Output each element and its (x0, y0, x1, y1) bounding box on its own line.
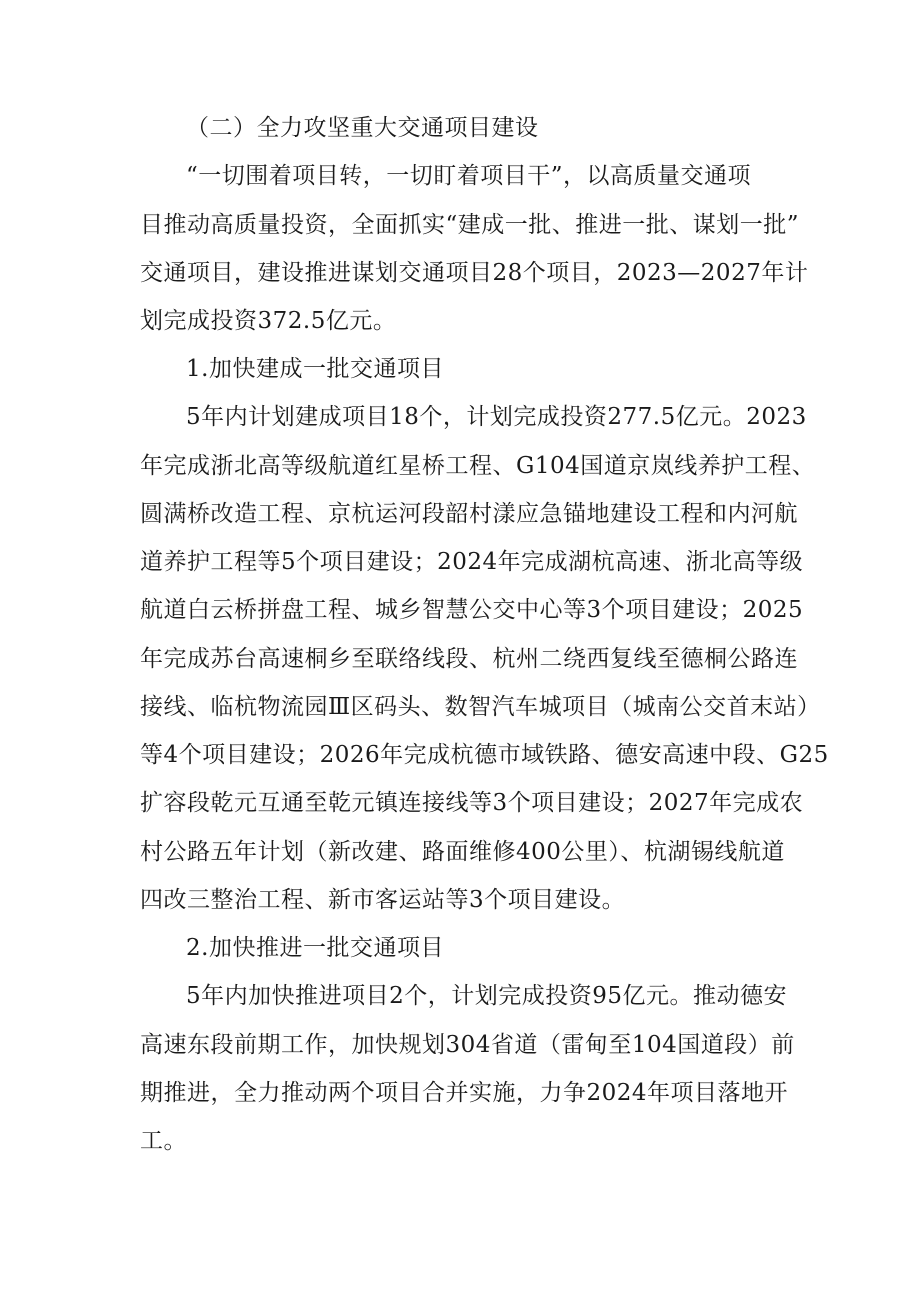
subsection-title: 1.加快建成一批交通项目 (186, 356, 444, 382)
body-line: 道养护工程等5个项目建设；2024年完成湖杭高速、浙北高等级 (140, 549, 804, 575)
body-line: 四改三整治工程、新市客运站等3个项目建设。 (140, 887, 626, 913)
body-line: 航道白云桥拼盘工程、城乡智慧公交中心等3个项目建设；2025 (140, 597, 804, 623)
body-line: 村公路五年计划（新改建、路面维修400公里）、杭湖锡线航道 (140, 839, 785, 865)
subsection-title: 2.加快推进一批交通项目 (186, 935, 444, 961)
body-line: 扩容段乾元互通至乾元镇连接线等3个项目建设；2027年完成农 (140, 790, 804, 816)
body-line: 5年内计划建成项目18个，计划完成投资277.5亿元。2023 (186, 404, 807, 430)
intro-line: 目推动高质量投资，全面抓实“建成一批、推进一批、谋划一批” (140, 212, 800, 238)
body-line: 年完成浙北高等级航道红星桥工程、G104国道京岚线养护工程、 (140, 453, 816, 479)
intro-line: 划完成投资372.5亿元。 (140, 308, 397, 334)
body-line: 期推进，全力推动两个项目合并实施，力争2024年项目落地开 (140, 1080, 789, 1106)
intro-line: 交通项目，建设推进谋划交通项目28个项目，2023—2027年计 (140, 260, 809, 286)
body-line: 年完成苏台高速桐乡至联络线段、杭州二绕西复线至德桐公路连 (140, 646, 798, 672)
section-heading: （二）全力攻坚重大交通项目建设 (186, 115, 539, 141)
body-line: 5年内加快推进项目2个，计划完成投资95亿元。推动德安 (186, 983, 788, 1009)
body-line: 高速东段前期工作，加快规划304省道（雷甸至104国道段）前 (140, 1032, 795, 1058)
body-line: 等4个项目建设；2026年完成杭德市域铁路、德安高速中段、G25 (140, 742, 829, 768)
body-line: 工。 (140, 1128, 187, 1154)
body-line: 接线、临杭物流园Ⅲ区码头、数智汽车城项目（城南公交首末站） (140, 694, 821, 720)
intro-line: “一切围着项目转，一切盯着项目干”，以高质量交通项 (186, 163, 752, 189)
body-line: 圆满桥改造工程、京杭运河段韶村漾应急锚地建设工程和内河航 (140, 501, 798, 527)
